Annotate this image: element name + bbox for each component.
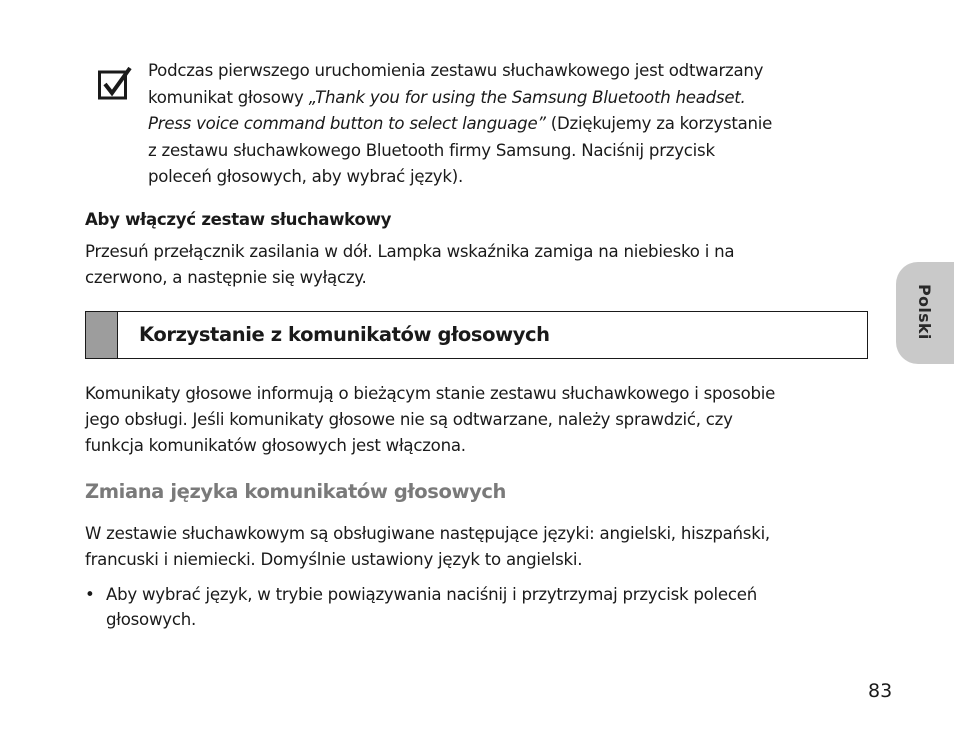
- language-text: [85, 521, 885, 573]
- language-side-tab: [896, 262, 954, 364]
- text-line: jego obsługi. Jeśli komunikaty głosowe nie są odtwarzane, należy sprawdzić, czy: [85, 410, 733, 429]
- text-line: Aby wybrać język, w trybie powiązywania naciśnij i przytrzymaj przycisk poleceń: [106, 585, 757, 604]
- note-quote: „Thank you for using the Samsung Bluetooth headset.: [308, 87, 746, 107]
- note-line: komunikat głosowy: [148, 87, 309, 107]
- power-on-heading: Aby włączyć zestaw słuchawkowy: [85, 210, 392, 229]
- bullet-icon: •: [85, 585, 95, 604]
- side-tab-label: Polski: [915, 284, 934, 340]
- section-bar: [86, 312, 118, 358]
- intro-text: [85, 381, 885, 459]
- text-line: Komunikaty głosowe informują o bieżącym stanie zestawu słuchawkowego i sposobie: [85, 384, 776, 403]
- note-quote: Press voice command button to select language”: [148, 114, 546, 133]
- text-line: Przesuń przełącznik zasilania w dół. Lampka wskaźnika zamiga na niebiesko i na: [85, 242, 735, 261]
- note-line: z zestawu słuchawkowego Bluetooth firmy Samsung. Naciśnij przycisk: [148, 140, 715, 160]
- bullet-text: [106, 582, 866, 632]
- text-line: francuski i niemiecki. Domyślnie ustawiony język to angielski.: [85, 550, 583, 569]
- text-line: czerwono, a następnie się wyłączy.: [85, 268, 367, 287]
- text-line: funkcja komunikatów głosowych jest włączona.: [85, 436, 466, 455]
- note-line: (Dziękujemy za korzystanie: [545, 114, 773, 133]
- note-line: Podczas pierwszego uruchomienia zestawu słuchawkowego jest odtwarzany: [148, 61, 764, 80]
- section-header: [85, 311, 868, 359]
- note-text: [148, 58, 868, 191]
- checkbox-check-icon: [98, 66, 132, 100]
- language-heading: Zmiana języka komunikatów głosowych: [85, 480, 507, 503]
- text-line: W zestawie słuchawkowym są obsługiwane następujące języki: angielski, hiszpański,: [85, 524, 770, 543]
- power-on-text: [85, 239, 885, 291]
- text-line: głosowych.: [106, 610, 197, 629]
- note-line: poleceń głosowych, aby wybrać język).: [148, 167, 463, 186]
- section-title: Korzystanie z komunikatów głosowych: [139, 323, 550, 346]
- page-number: 83: [868, 680, 893, 702]
